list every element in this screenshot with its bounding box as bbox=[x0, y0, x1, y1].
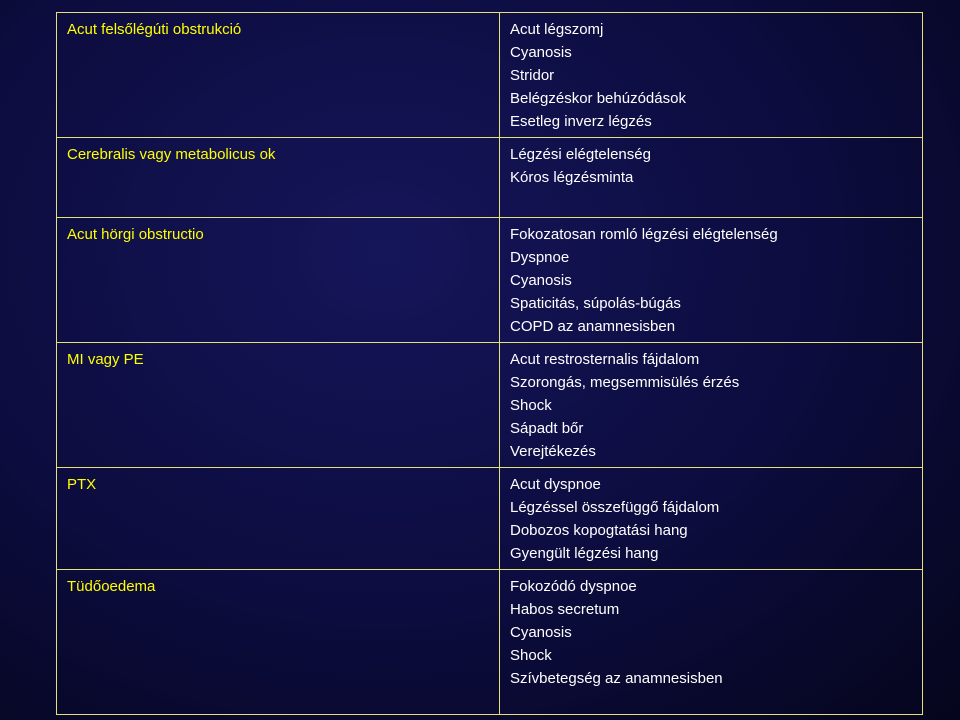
symptom-item: Gyengült légzési hang bbox=[510, 545, 659, 562]
symptom-item: Cyanosis bbox=[510, 272, 572, 289]
symptom-item: Fokozatosan romló légzési elégtelenség bbox=[510, 226, 778, 243]
condition-label: Tüdőoedema bbox=[67, 578, 156, 595]
symptom-item: COPD az anamnesisben bbox=[510, 318, 676, 335]
symptoms-cell bbox=[500, 570, 923, 715]
symptom-item: Belégzéskor behúzódások bbox=[510, 90, 686, 107]
condition-cell bbox=[57, 13, 500, 138]
table-row bbox=[57, 138, 923, 218]
condition-cell bbox=[57, 570, 500, 715]
symptom-item: Légzéssel összefüggő fájdalom bbox=[510, 499, 720, 516]
condition-cell bbox=[57, 138, 500, 218]
table-row bbox=[57, 343, 923, 468]
symptom-item: Acut dyspnoe bbox=[510, 476, 601, 493]
symptom-item: Légzési elégtelenség bbox=[510, 146, 651, 163]
symptom-item: Acut restrosternalis fájdalom bbox=[510, 351, 700, 368]
symptom-item: Dyspnoe bbox=[510, 249, 570, 266]
condition-cell bbox=[57, 468, 500, 570]
symptom-item: Acut légszomj bbox=[510, 21, 604, 38]
condition-label: MI vagy PE bbox=[67, 351, 144, 368]
symptom-item: Szívbetegség az anamnesisben bbox=[510, 670, 723, 687]
symptoms-cell bbox=[500, 343, 923, 468]
symptom-item: Esetleg inverz légzés bbox=[510, 113, 652, 130]
differential-diagnosis-table bbox=[56, 12, 923, 715]
symptom-item: Habos secretum bbox=[510, 601, 620, 618]
condition-label: Cerebralis vagy metabolicus ok bbox=[67, 146, 276, 163]
table-row bbox=[57, 218, 923, 343]
symptoms-cell bbox=[500, 218, 923, 343]
table-row bbox=[57, 13, 923, 138]
symptom-item: Fokozódó dyspnoe bbox=[510, 578, 637, 595]
symptom-item: Szorongás, megsemmisülés érzés bbox=[510, 374, 740, 391]
symptom-item: Sápadt bőr bbox=[510, 420, 584, 437]
symptoms-cell bbox=[500, 138, 923, 218]
symptom-item: Dobozos kopogtatási hang bbox=[510, 522, 688, 539]
symptom-item: Shock bbox=[510, 647, 552, 664]
symptom-item: Spaticitás, súpolás-búgás bbox=[510, 295, 681, 312]
symptom-item: Kóros légzésminta bbox=[510, 169, 634, 186]
symptom-item: Verejtékezés bbox=[510, 443, 596, 460]
condition-label: Acut hörgi obstructio bbox=[67, 226, 204, 243]
symptom-item: Shock bbox=[510, 397, 552, 414]
symptom-item: Cyanosis bbox=[510, 44, 572, 61]
symptoms-cell bbox=[500, 468, 923, 570]
condition-label: PTX bbox=[67, 476, 97, 493]
symptom-item: Stridor bbox=[510, 67, 555, 84]
condition-cell bbox=[57, 218, 500, 343]
table-row bbox=[57, 468, 923, 570]
condition-cell bbox=[57, 343, 500, 468]
symptoms-cell bbox=[500, 13, 923, 138]
table-row bbox=[57, 570, 923, 715]
condition-label: Acut felsőlégúti obstrukció bbox=[67, 21, 242, 38]
symptom-item: Cyanosis bbox=[510, 624, 572, 641]
